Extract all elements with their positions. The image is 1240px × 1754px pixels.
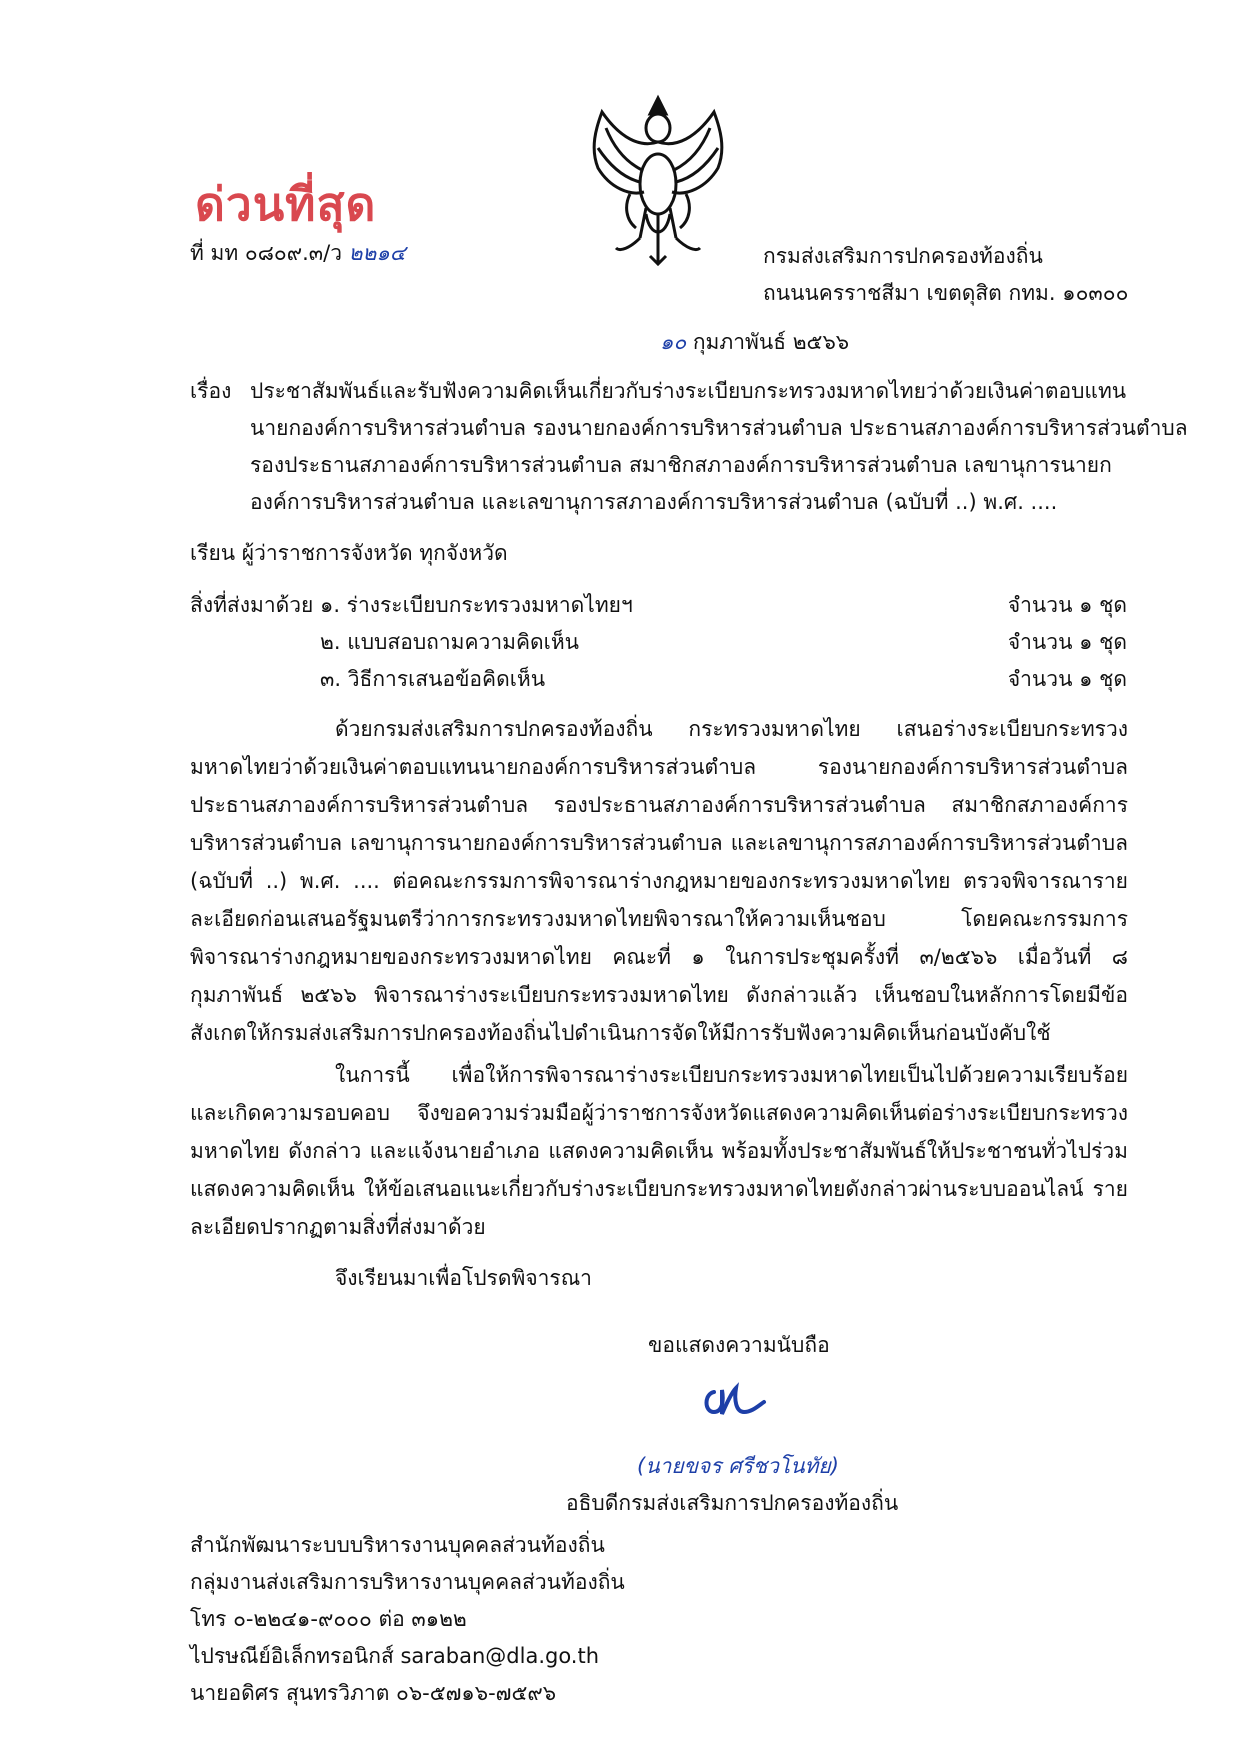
subject-line: ประชาสัมพันธ์และรับฟังความคิดเห็นเกี่ยวกับร่างระเบียบกระทรวงมหาดไทยว่าด้วยเงินค่าตอบแทน — [250, 379, 1127, 403]
urgency-stamp: ด่วนที่สุด — [195, 177, 377, 231]
reference-handwritten-number: ๒๒๑๔ — [348, 241, 406, 265]
enclosure-quantity: จำนวน ๑ ชุด — [1007, 593, 1127, 617]
enclosure-item: ๑. ร่างระเบียบกระทรวงมหาดไทยฯ — [320, 593, 633, 617]
sender-department: กรมส่งเสริมการปกครองท้องถิ่น — [763, 244, 1043, 268]
date-day: ๑๐ — [660, 330, 687, 354]
subject-line: องค์การบริหารส่วนตำบล และเลขานุการสภาองค์การบริหารส่วนตำบล (ฉบับที่ ..) พ.ศ. .... — [250, 490, 1058, 514]
enclosure-item: ๓. วิธีการเสนอข้อคิดเห็น — [320, 667, 546, 691]
body-paragraph: ในการนี้ เพื่อให้การพิจารณาร่างระเบียบกระทรวงมหาดไทยเป็นไปด้วยความเรียบร้อยและเกิดความรอบคอบ จึงขอความร่วมมือผู้ว่าราชการจังหวัดแสดงความคิดเห็นต่อร่างระเบียบกระทรวงมหาดไทย ดังกล่าว และแจ้งนายอำเภอ แสดงความคิดเห็น พร้อมทั้งประชาสัมพันธ์ให้ประชาชนทั่วไปร่วมแสดงความคิดเห็น ให้ข้อเสนอแนะเกี่ยวกับร่างระเบียบกระทรวงมหาดไทยดังกล่าวผ่านระบบออนไลน์ รายละเอียดปรากฏตามสิ่งที่ส่งมาด้วย — [190, 1063, 1128, 1239]
closing-line: จึงเรียนมาเพื่อโปรดพิจารณา — [335, 1266, 592, 1290]
footer-phone: โทร ๐-๒๒๔๑-๙๐๐๐ ต่อ ๓๑๒๒ — [190, 1607, 467, 1631]
reference-number: ที่ มท ๐๘๐๙.๓/ว ๒๒๑๔ — [190, 241, 406, 265]
enclosure-quantity: จำนวน ๑ ชุด — [1007, 630, 1127, 654]
recipient: เรียน ผู้ว่าราชการจังหวัด ทุกจังหวัด — [190, 541, 508, 565]
subject-line: นายกองค์การบริหารส่วนตำบล รองนายกองค์การบริหารส่วนตำบล ประธานสภาองค์การบริหารส่วนตำบล — [250, 416, 1188, 440]
signer-position: อธิบดีกรมส่งเสริมการปกครองท้องถิ่น — [566, 1491, 899, 1515]
enclosures-label: สิ่งที่ส่งมาด้วย — [190, 593, 314, 617]
signature-icon — [700, 1372, 770, 1422]
garuda-emblem-icon — [580, 88, 736, 266]
subject-label: เรื่อง — [190, 379, 232, 403]
body-paragraph: ด้วยกรมส่งเสริมการปกครองท้องถิ่น กระทรวงมหาดไทย เสนอร่างระเบียบกระทรวงมหาดไทยว่าด้วยเงินค่าตอบแทนนายกองค์การบริหารส่วนตำบล รองนายกองค์การบริหารส่วนตำบล ประธานสภาองค์การบริหารส่วนตำบล รองประธานสภาองค์การบริหารส่วนตำบล สมาชิกสภาองค์การบริหารส่วนตำบล เลขานุการนายกองค์การบริหารส่วนตำบล และเลขานุการสภาองค์การบริหารส่วนตำบล (ฉบับที่ ..) พ.ศ. .... ต่อคณะกรรมการพิจารณาร่างกฎหมายของกระทรวงมหาดไทย ตรวจพิจารณารายละเอียดก่อนเสนอรัฐมนตรีว่าการกระทรวงมหาดไทยพิจารณาให้ความเห็นชอบ โดยคณะกรรมการพิจารณาร่างกฎหมายของกระทรวงมหาดไทย คณะที่ ๑ ในการประชุมครั้งที่ ๓/๒๕๖๖ เมื่อวันที่ ๘ กุมภาพันธ์ ๒๕๖๖ พิจารณาร่างระเบียบกระทรวงมหาดไทย ดังกล่าวแล้ว เห็นชอบในหลักการโดยมีข้อสังเกตให้กรมส่งเสริมการปกครองท้องถิ่นไปดำเนินการจัดให้มีการรับฟังความคิดเห็นก่อนบังคับใช้ — [190, 717, 1128, 1045]
signer-name: (นายขจร ศรีชวโนทัย) — [637, 1454, 839, 1478]
regards-line: ขอแสดงความนับถือ — [648, 1333, 830, 1357]
subject-line: รองประธานสภาองค์การบริหารส่วนตำบล สมาชิกสภาองค์การบริหารส่วนตำบล เลขานุการนายก — [250, 453, 1112, 477]
sender-street-address: ถนนนครราชสีมา เขตดุสิต กทม. ๑๐๓๐๐ — [763, 281, 1129, 305]
enclosure-item: ๒. แบบสอบถามความคิดเห็น — [320, 630, 580, 654]
footer-email: ไปรษณีย์อิเล็กทรอนิกส์ saraban@dla.go.th — [190, 1644, 600, 1668]
footer-group: กลุ่มงานส่งเสริมการบริหารงานบุคคลส่วนท้องถิ่น — [190, 1570, 625, 1594]
letter-date: ๑๐ กุมภาพันธ์ ๒๕๖๖ — [660, 330, 850, 354]
enclosure-quantity: จำนวน ๑ ชุด — [1007, 667, 1127, 691]
footer-office: สำนักพัฒนาระบบบริหารงานบุคคลส่วนท้องถิ่น — [190, 1533, 605, 1557]
footer-contact-person: นายอดิศร สุนทรวิภาต ๐๖-๕๗๑๖-๗๕๙๖ — [190, 1681, 557, 1705]
